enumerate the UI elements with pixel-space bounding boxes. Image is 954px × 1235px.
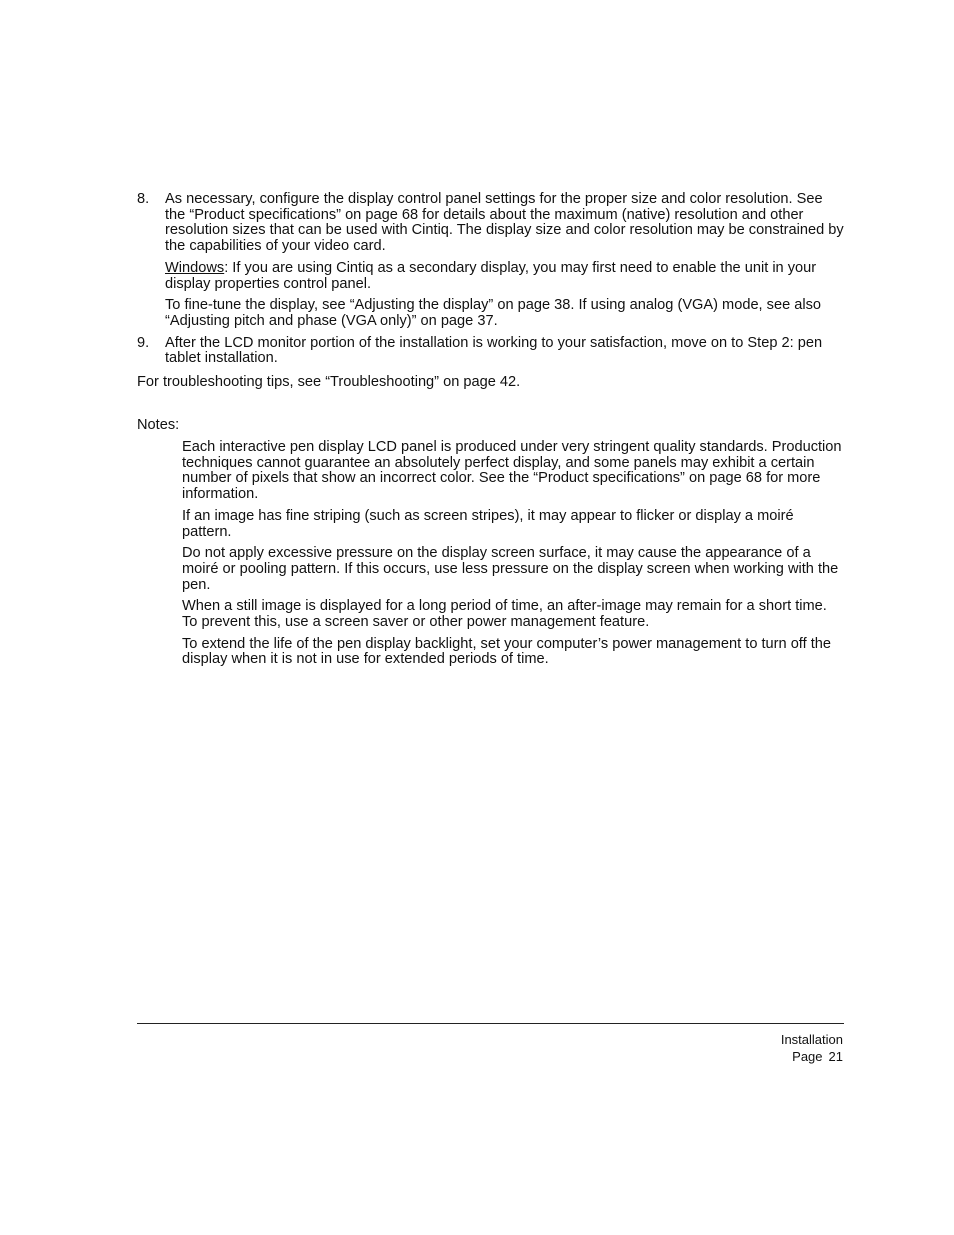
note-item: Do not apply excessive pressure on the display screen surface, it may cause the appearance of a moiré or pooling pattern. If this occurs, use less pressure on the display screen when working with the pen. xyxy=(182,545,839,593)
step-8-paragraph: As necessary, configure the display control panel settings for the proper size and color resolution. See the “Product specifications” on page 68 for details about the maximum (native) resolution and other resolution sizes that can be used with Cintiq. The display size and color resolution may be constrained by the capabilities of your video card. xyxy=(165,191,844,255)
step-9-paragraph: After the LCD monitor portion of the installation is working to your satisfaction, move on to Step 2: pen tablet installation. xyxy=(165,334,823,367)
page-footer xyxy=(781,1031,843,1065)
page-label: Page xyxy=(792,1049,823,1064)
step-8 xyxy=(137,192,845,330)
windows-label: Windows xyxy=(165,259,225,276)
note-item: Each interactive pen display LCD panel is produced under very stringent quality standards. Production techniques cannot guarantee an absolutely perfect display, and some panels may exhibit a certain number of pixels that show an incorrect color. See the “Product specifications” on page 68 for more information. xyxy=(182,439,842,503)
notes-list xyxy=(182,440,845,674)
page-number: 21 xyxy=(828,1049,843,1064)
note-item: If an image has fine striping (such as screen stripes), it may appear to flicker or display a moiré pattern. xyxy=(182,507,794,540)
footer-section-title: Installation xyxy=(780,1032,843,1047)
note-item: When a still image is displayed for a long period of time, an after-image may remain for a short time. To prevent this, use a screen saver or other power management feature. xyxy=(182,598,827,631)
step-list xyxy=(137,192,845,373)
notes-heading: Notes: xyxy=(137,417,180,433)
step-8-windows-note xyxy=(165,261,845,292)
step-number: 9. xyxy=(137,334,150,351)
note-item: To extend the life of the pen display backlight, set your computer’s power management to turn off the display when it is not in use for extended periods of time. xyxy=(182,635,831,668)
windows-note-text: : If you are using Cintiq as a secondary display, you may first need to enable the unit in your display properties control panel. xyxy=(165,259,817,292)
step-9 xyxy=(137,336,845,367)
footer-divider xyxy=(137,1023,844,1024)
troubleshooting-tip: For troubleshooting tips, see “Troubleshooting” on page 42. xyxy=(137,374,521,390)
step-8-fine-tune-paragraph: To fine-tune the display, see “Adjusting the display” on page 38. If using analog (VGA) mode, see also “Adjusting pitch and phase (VGA only)” on page 37. xyxy=(165,297,822,329)
step-number: 8. xyxy=(137,191,150,207)
footer-page-line xyxy=(781,1048,843,1065)
